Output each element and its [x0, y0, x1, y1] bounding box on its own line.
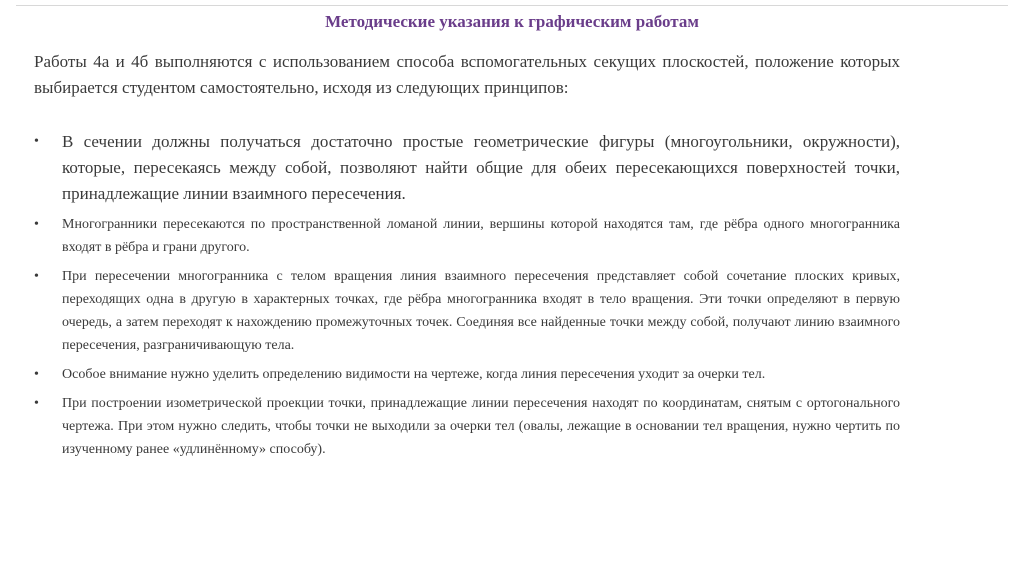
list-item: [34, 363, 900, 386]
list-item: [34, 213, 900, 259]
list-item: [34, 129, 900, 207]
bullet-icon: •: [34, 396, 39, 411]
list-item: [34, 392, 900, 461]
list-item-text: При пересечении многогранника с телом вращения линия взаимного пересечения представляет собой сочетание плоских кривых, переходящих одна в другую в характерных точках, где рёбра многогранника входят в тело вращения. Эти точки определяют в первую очередь, а затем переходят к нахождению промежуточных точек. Соединяя все найденные точки между собой, получают линию взаимного пересечения, разграничивающую тела.: [62, 269, 900, 353]
page-title: Методические указания к графическим работам: [325, 12, 699, 31]
list-item: [34, 265, 900, 357]
bullet-icon: •: [34, 217, 39, 232]
top-divider: [16, 5, 1008, 6]
list-item-text: В сечении должны получаться достаточно простые геометрические фигуры (многоугольники, окружности), которые, пересекаясь между собой, позволяют найти общие для обеих пересекающихся поверхностей точки, принадлежащие линии взаимного пересечения.: [62, 132, 900, 203]
bullet-icon: •: [34, 134, 39, 149]
bullet-icon: •: [34, 367, 39, 382]
list-item-text: Особое внимание нужно уделить определению видимости на чертеже, когда линия пересечения уходит за очерки тел.: [62, 367, 766, 382]
intro-paragraph: Работы 4а и 4б выполняются с использованием способа вспомогательных секущих плоскостей, положение которых выбирается студентом самостоятельно, исходя из следующих принципов:: [34, 52, 900, 97]
bullet-icon: •: [34, 269, 39, 284]
list-item-text: При построении изометрической проекции точки, принадлежащие линии пересечения находят по координатам, снятым с ортогонального чертежа. При этом нужно следить, чтобы точки не выходили за очерки тел (овалы, лежащие в основании тел вращения, нужно чертить по изученному ранее «удлинённому» способу).: [62, 396, 900, 457]
principles-list: [34, 129, 900, 467]
list-item-text: Многогранники пересекаются по пространственной ломаной линии, вершины которой находятся там, где рёбра одного многогранника входят в рёбра и грани другого.: [62, 217, 900, 255]
